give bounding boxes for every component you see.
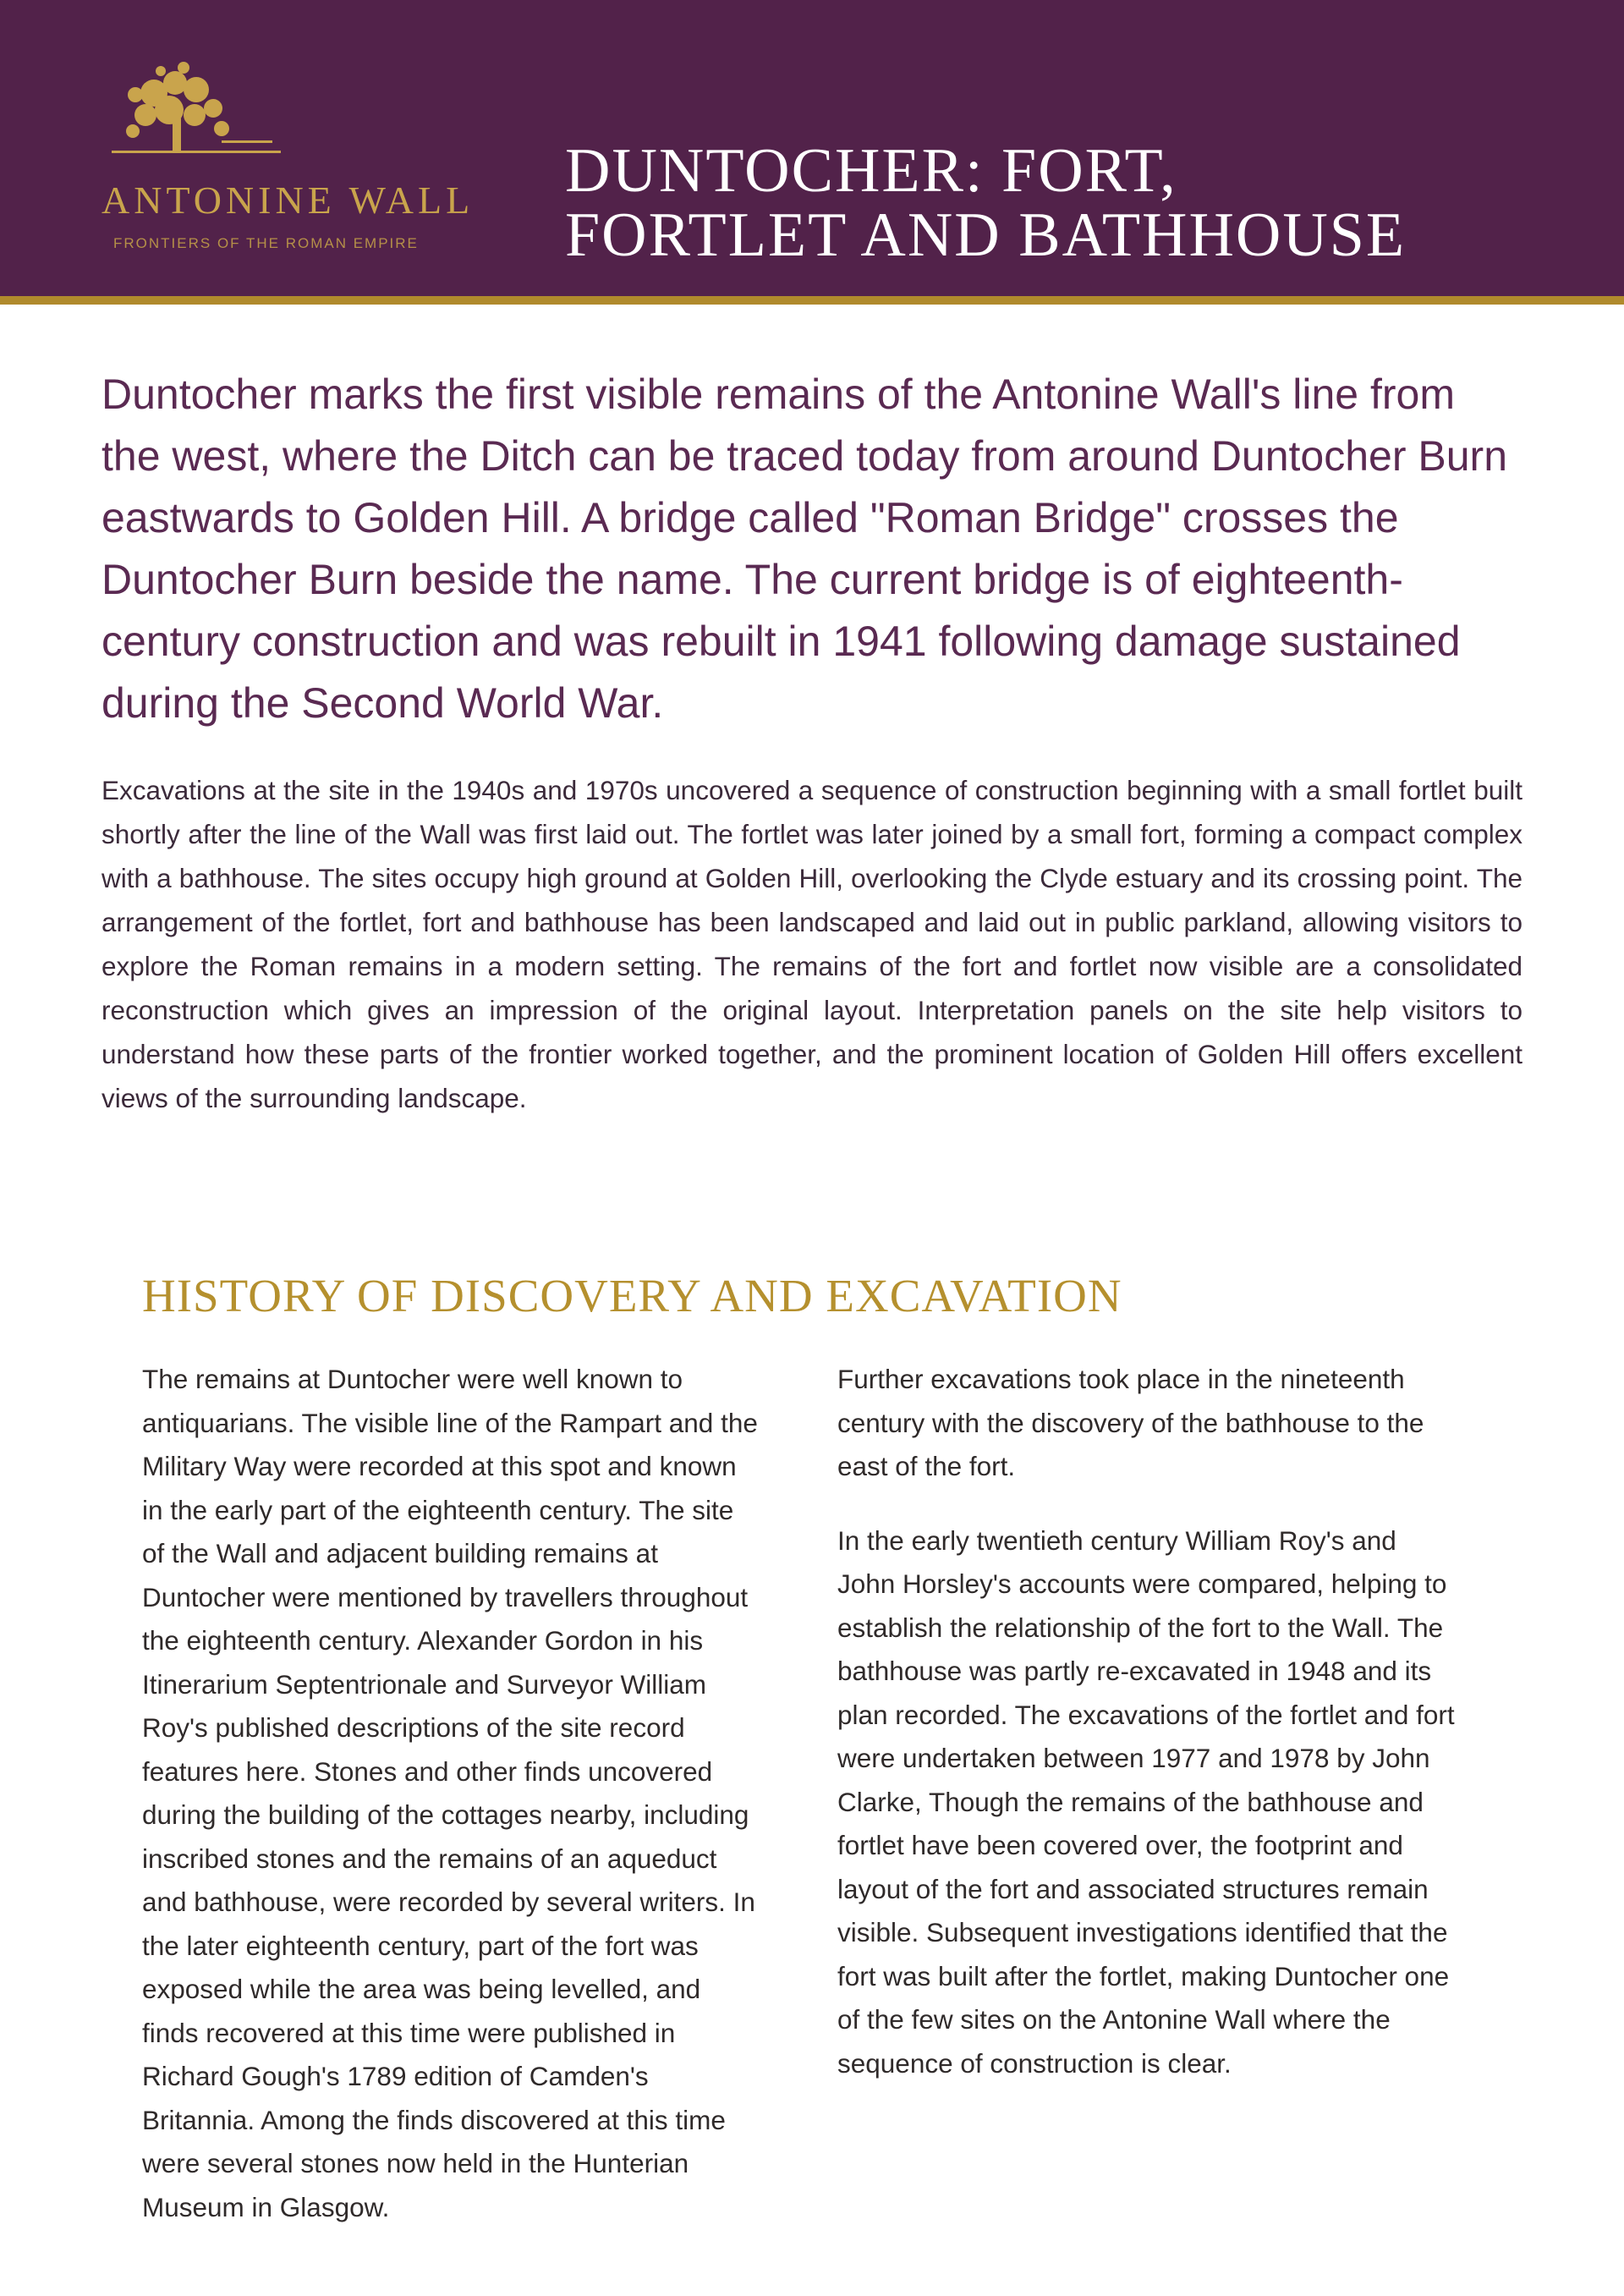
left-column — [142, 1358, 761, 2260]
antonine-wall-logo — [95, 59, 501, 262]
lead-paragraph: Duntocher marks the first visible remains of the Antonine Wall's line from the west, where the Ditch can be traced today from around Duntocher Burn eastwards to Golden Hill. A bridge called "Roman Bridge" crosses the Duntocher Burn beside the name. The current bridge is of eighteenth-century construction and was rebuilt in 1941 following damage sustained during the Second World War. — [102, 371, 1508, 727]
body-paragraph: The remains at Duntocher were well known to antiquarians. The visible line of the Rampart and the Military Way were recorded at this spot and known in the early part of the eighteenth century. The site of the Wall and adjacent building remains at Duntocher were mentioned by travellers throughout the eighteenth century. Alexander Gordon in his Itinerarium Septentrionale and Surveyor William Roy's published descriptions of the site record features here. Stones and other finds uncovered during the building of the cottages nearby, including inscribed stones and the remains of an aqueduct and bathhouse, were recorded by several writers. In the later eighteenth century, part of the fort was exposed while the area was being levelled, and finds recovered at this time were published in Richard Gough's 1789 edition of Camden's Britannia. Among the finds discovered at this time were several stones now held in the Hunterian Museum in Glasgow. — [142, 1364, 758, 2222]
section-heading: HISTORY OF DISCOVERY AND EXCAVATION — [142, 1270, 1122, 1321]
page-title-line-1: DUNTOCHER: FORT, — [565, 136, 1177, 206]
tree-emblem-icon — [95, 59, 298, 186]
logo-tagline: FRONTIERS OF THE ROMAN EMPIRE — [113, 235, 419, 251]
right-column — [837, 1358, 1457, 2116]
gold-divider — [0, 296, 1624, 305]
body-paragraph: Further excavations took place in the nineteenth century with the discovery of the bathhouse to the east of the fort. — [837, 1364, 1424, 1481]
intro-paragraph: Excavations at the site in the 1940s and 1970s uncovered a sequence of construction beginning with a small fortlet built shortly after the line of the Wall was first laid out. The fortlet was later joined by a small fort, forming a compact complex with a bathhouse. The sites occupy high ground at Golden Hill, overlooking the Clyde estuary and its crossing point. The arrangement of the fortlet, fort and bathhouse has been landscaped and laid out in public parkland, allowing visitors to explore the Roman remains in a modern setting. The remains of the fort and fortlet now visible are a consolidated reconstruction which gives an impression of the original layout. Interpretation panels on the site help visitors to understand how these parts of the frontier worked together, and the prominent location of Golden Hill offers excellent views of the surrounding landscape. — [102, 775, 1522, 1113]
page-title-line-2: FORTLET AND BATHHOUSE — [565, 200, 1407, 270]
body-paragraph: In the early twentieth century William Roy's and John Horsley's accounts were compared, helping to establish the relationship of the fort to the Wall. The bathhouse was partly re-excavated in 1948 and its plan recorded. The excavations of the fortlet and fort were undertaken between 1977 and 1978 by John Clarke, Though the remains of the bathhouse and fortlet have been covered over, the footprint and layout of the fort and associated structures remain visible. Subsequent investigations identified that the fort was built after the fortlet, making Duntocher one of the few sites on the Antonine Wall where the sequence of construction is clear. — [837, 1524, 1455, 2079]
header-banner — [0, 0, 1624, 296]
logo-wordmark: ANTONINE WALL — [102, 179, 475, 222]
